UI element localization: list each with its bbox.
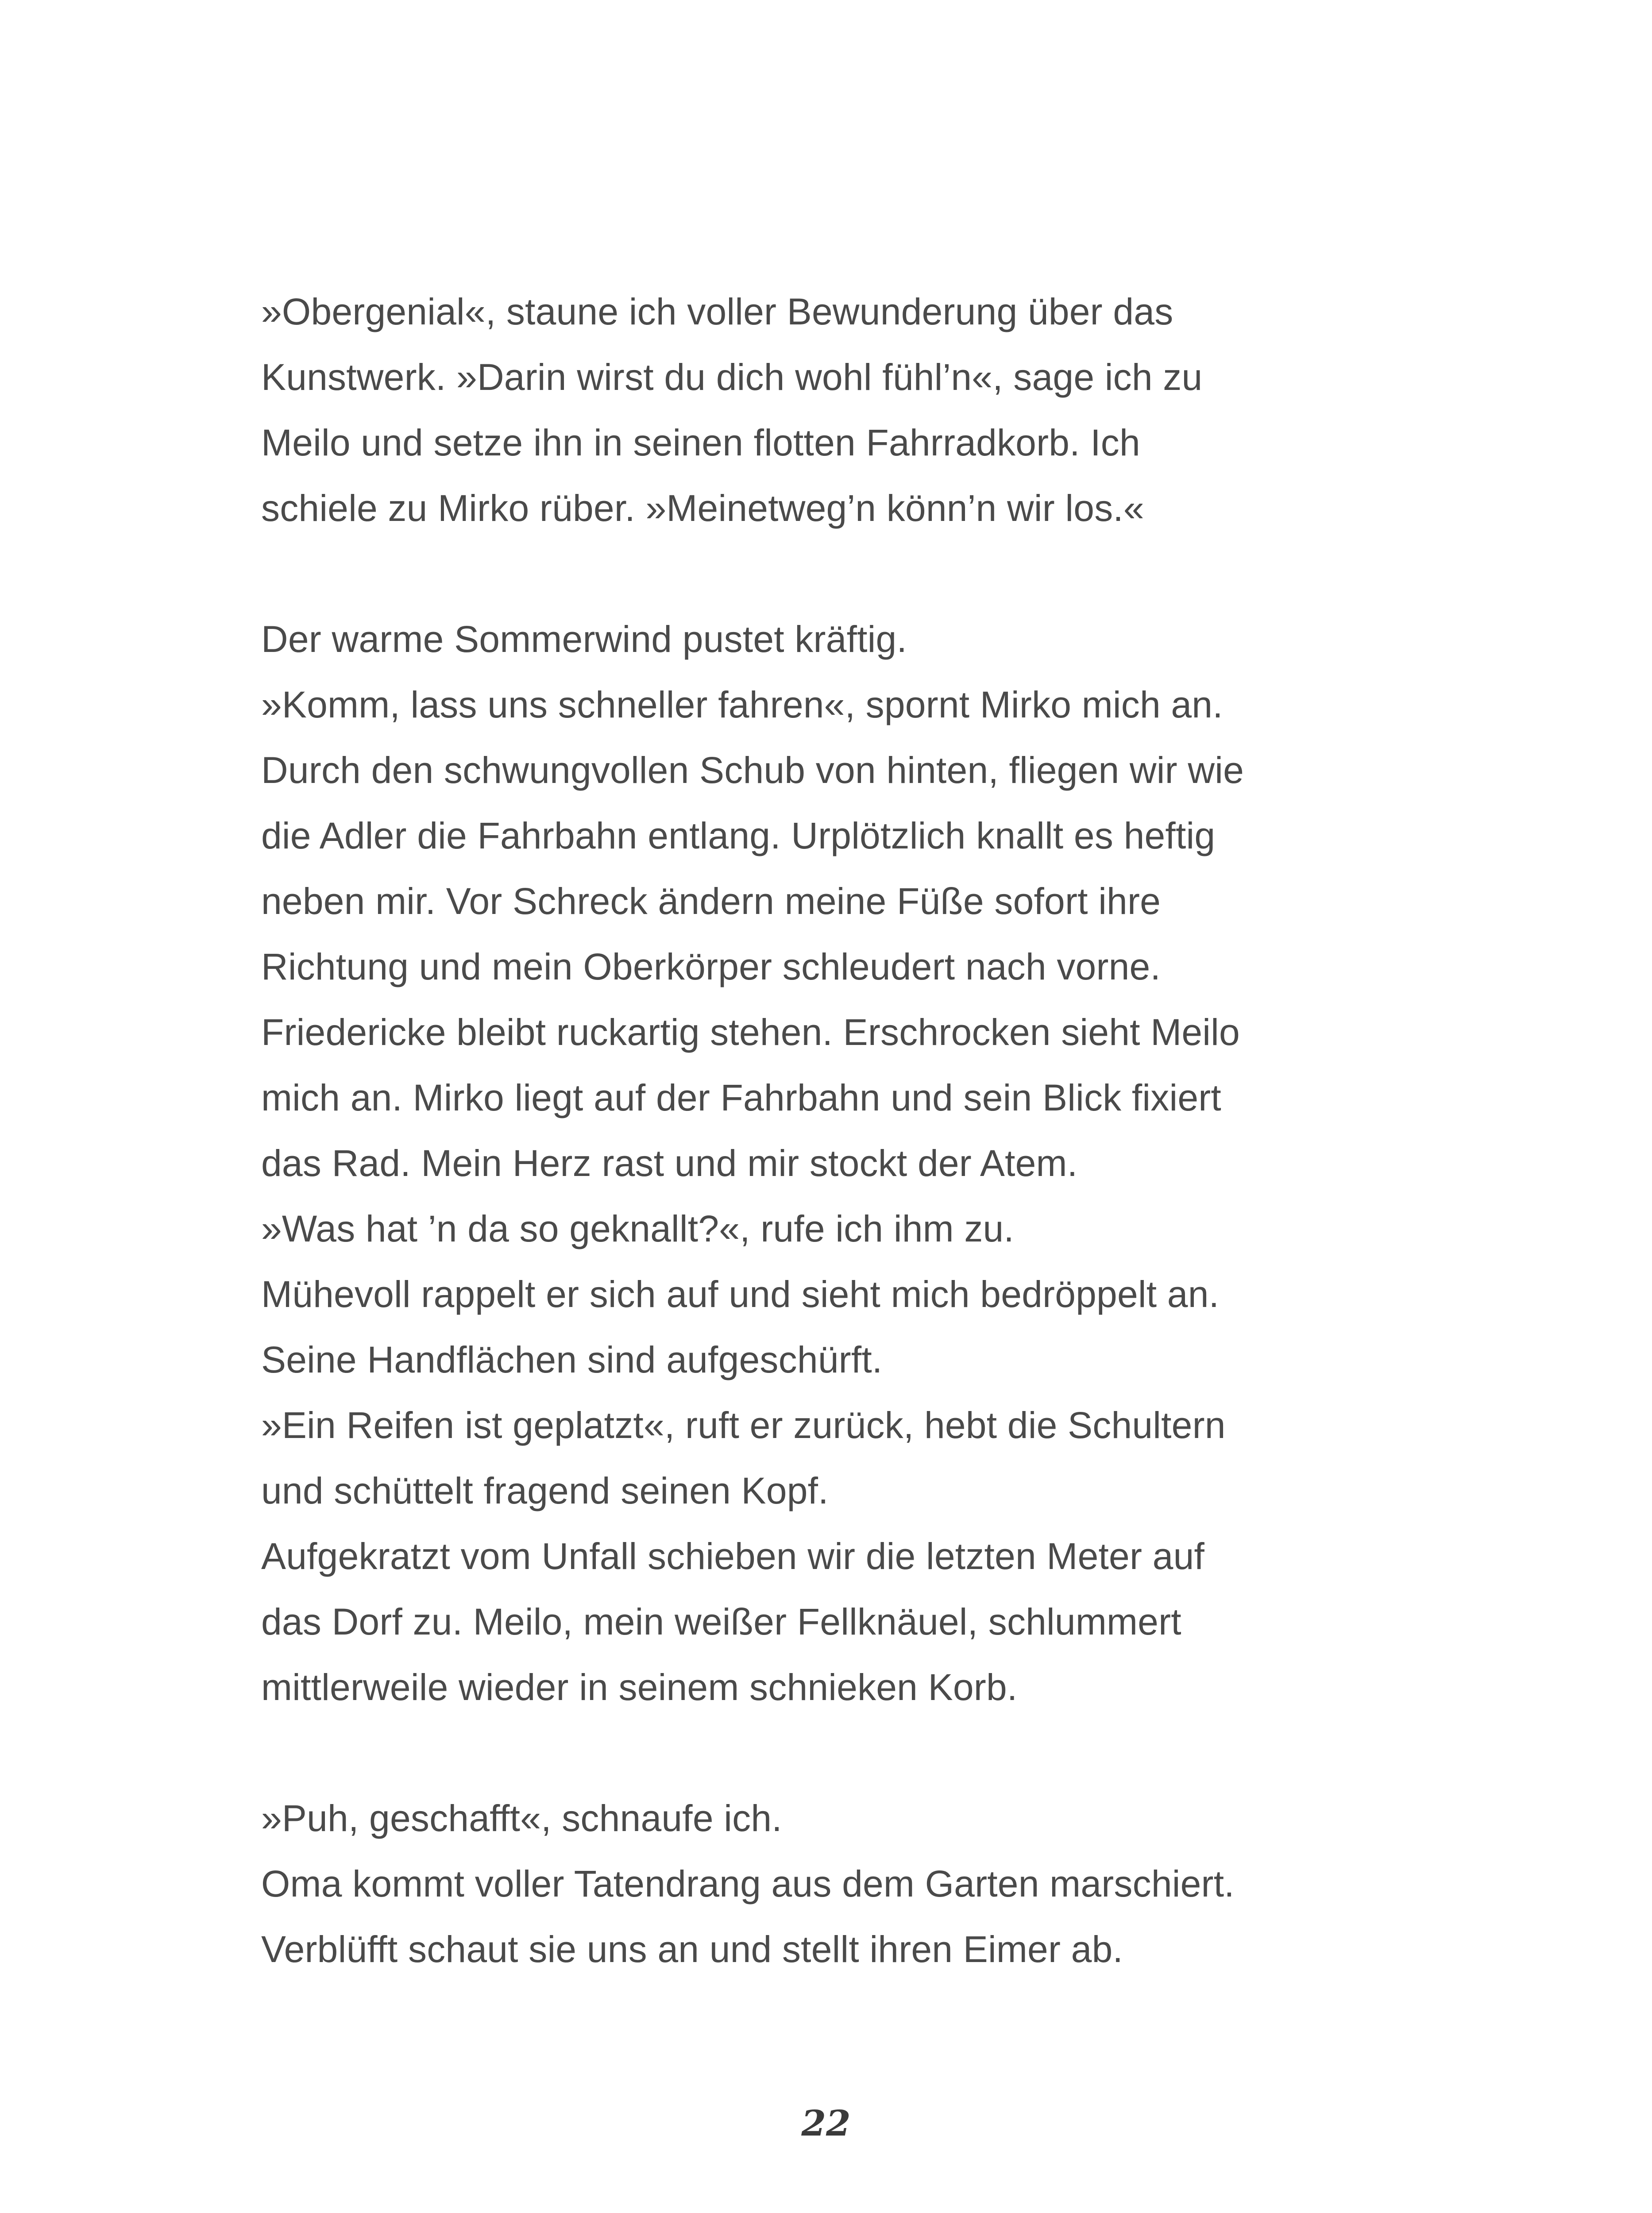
text-line: die Adler die Fahrbahn entlang. Urplötzlich knallt es heftig	[261, 815, 1216, 856]
paragraph-gap	[261, 541, 1456, 606]
text-line: Friedericke bleibt ruckartig stehen. Erschrocken sieht Meilo	[261, 1011, 1240, 1053]
text-line: Richtung und mein Oberkörper schleudert nach vorne.	[261, 946, 1161, 987]
paragraph-gap	[261, 1720, 1456, 1785]
text-line: »Komm, lass uns schneller fahren«, spornt Mirko mich an.	[261, 684, 1223, 725]
text-line: das Rad. Mein Herz rast und mir stockt der Atem.	[261, 1142, 1078, 1184]
text-line: Seine Handflächen sind aufgeschürft.	[261, 1339, 883, 1380]
paragraph-1	[261, 279, 1456, 541]
text-line: Der warme Sommerwind pustet kräftig.	[261, 618, 907, 660]
text-line: Oma kommt voller Tatendrang aus dem Garten marschiert.	[261, 1863, 1235, 1905]
text-line: »Ein Reifen ist geplatzt«, ruft er zurück, hebt die Schultern	[261, 1404, 1226, 1446]
text-line: das Dorf zu. Meilo, mein weißer Fellknäuel, schlummert	[261, 1601, 1181, 1642]
text-line: »Obergenial«, staune ich voller Bewunderung über das	[261, 291, 1173, 332]
text-line: und schüttelt fragend seinen Kopf.	[261, 1470, 829, 1511]
body-text	[261, 279, 1456, 1982]
text-line: »Puh, geschafft«, schnaufe ich.	[261, 1797, 782, 1839]
text-line: neben mir. Vor Schreck ändern meine Füße sofort ihre	[261, 880, 1161, 922]
text-line: Durch den schwungvollen Schub von hinten, fliegen wir wie	[261, 749, 1244, 791]
page-number: 22	[801, 2102, 851, 2144]
text-line: Aufgekratzt vom Unfall schieben wir die letzten Meter auf	[261, 1535, 1205, 1577]
text-line: mich an. Mirko liegt auf der Fahrbahn und sein Blick fixiert	[261, 1077, 1221, 1118]
text-line: schiele zu Mirko rüber. »Meinetweg’n könn’n wir los.«	[261, 487, 1144, 529]
text-line: mittlerweile wieder in seinem schnieken Korb.	[261, 1666, 1018, 1708]
text-line: »Was hat ’n da so geknallt?«, rufe ich ihm zu.	[261, 1208, 1014, 1249]
text-line: Mühevoll rappelt er sich auf und sieht mich bedröppelt an.	[261, 1273, 1220, 1315]
text-line: Meilo und setze ihn in seinen flotten Fahrradkorb. Ich	[261, 422, 1140, 463]
paragraph-2	[261, 606, 1456, 1720]
paragraph-3	[261, 1785, 1456, 1982]
text-line: Verblüfft schaut sie uns an und stellt ihren Eimer ab.	[261, 1928, 1123, 1970]
text-line: Kunstwerk. »Darin wirst du dich wohl fühl’n«, sage ich zu	[261, 356, 1203, 398]
